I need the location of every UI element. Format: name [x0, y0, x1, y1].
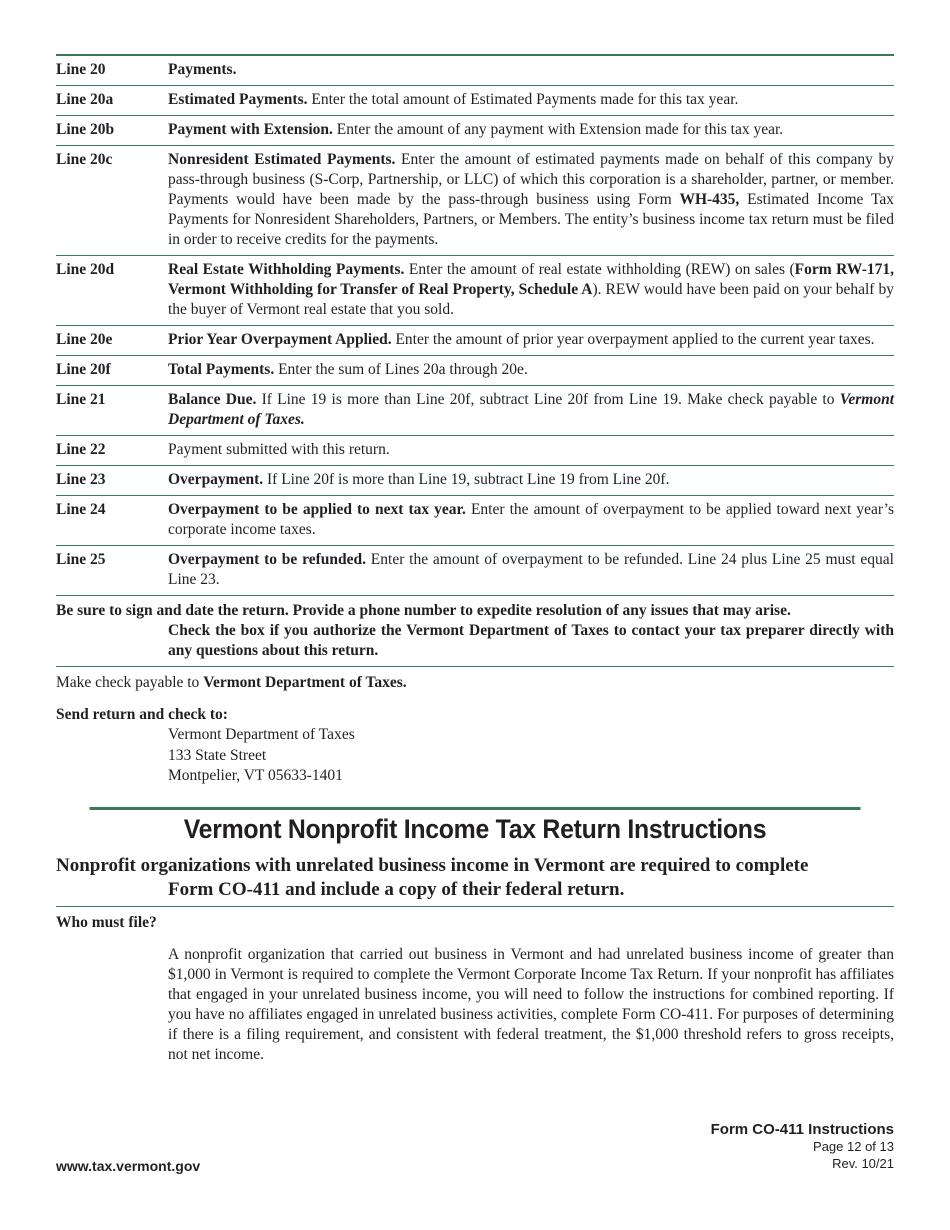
address-line: Vermont Department of Taxes — [168, 726, 355, 743]
website-link[interactable]: www.tax.vermont.gov — [56, 1158, 201, 1174]
payable-note — [56, 667, 894, 699]
line-text: Enter the sum of Lines 20a through 20e. — [274, 361, 528, 378]
line-text: Enter the amount of real estate withholding (REW) on sales ( — [404, 261, 795, 278]
line-20f-row — [56, 356, 894, 386]
line-label: Line 22 — [56, 441, 106, 458]
line-label: Line 20f — [56, 361, 111, 378]
line-25-row — [56, 546, 894, 596]
line-heading: Total Payments. — [168, 361, 275, 378]
line-text: Enter the amount of overpayment to be refunded. Line 24 plus Line 25 must equal Line 23. — [168, 551, 894, 588]
send-heading — [56, 699, 894, 725]
line-label: Line 20c — [56, 151, 113, 168]
line-label: Line 20e — [56, 331, 113, 348]
line-text: Enter the amount of any payment with Extension made for this tax year. — [332, 121, 784, 138]
line-20e-row — [56, 326, 894, 356]
address-line: Montpelier, VT 05633-1401 — [168, 767, 343, 784]
line-heading: Payments. — [168, 61, 237, 78]
line-label: Line 20 — [56, 61, 106, 78]
sign-line-2: Check the box if you authorize the Vermont Department of Taxes to contact your tax preparer directly with any questions about this return. — [168, 622, 894, 659]
line-20c-row — [56, 146, 894, 256]
send-heading-text: Send return and check to: — [56, 706, 228, 723]
payee-name: Vermont Department of Taxes. — [168, 391, 895, 428]
line-text: Payment submitted with this return. — [168, 441, 390, 458]
line-label: Line 21 — [56, 391, 106, 408]
subtitle-line-2: Form CO-411 and include a copy of their federal return. — [168, 878, 625, 900]
line-heading: Overpayment. — [168, 471, 264, 488]
line-23-row — [56, 466, 894, 496]
line-heading: Payment with Extension. — [168, 121, 333, 138]
instructions-page — [56, 54, 894, 1065]
payable-text: Make check payable to — [56, 674, 204, 691]
sign-line-1: Be sure to sign and date the return. Provide a phone number to expedite resolution of any issues that may arise. — [56, 602, 791, 619]
line-label: Line 24 — [56, 501, 106, 518]
line-text: If Line 20f is more than Line 19, subtract Line 19 from Line 20f. — [263, 471, 670, 488]
payable-name: Vermont Department of Taxes. — [203, 674, 407, 691]
line-heading: Overpayment to be applied to next tax year. — [168, 501, 466, 518]
mailing-address — [56, 725, 894, 787]
line-heading: Balance Due. — [168, 391, 257, 408]
line-label: Line 20a — [56, 91, 114, 108]
line-text: Enter the total amount of Estimated Payments made for this tax year. — [307, 91, 739, 108]
revision-date: Rev. 10/21 — [832, 1156, 894, 1171]
line-text: If Line 19 is more than Line 20f, subtract Line 20f from Line 19. Make check payable to — [256, 391, 840, 408]
line-heading: Nonresident Estimated Payments. — [168, 151, 396, 168]
line-21-row — [56, 386, 894, 436]
line-22-row — [56, 436, 894, 466]
form-reference: Form RW-171, Vermont Withholding for Transfer of Real Property, Schedule A — [168, 261, 894, 298]
footer-info — [711, 1121, 894, 1172]
section-title: Vermont Nonprofit Income Tax Return Instructions — [90, 807, 861, 848]
line-24-row — [56, 496, 894, 546]
line-20b-row — [56, 116, 894, 146]
line-heading: Prior Year Overpayment Applied. — [168, 331, 392, 348]
address-line: 133 State Street — [168, 746, 267, 764]
line-heading: Overpayment to be refunded. — [168, 551, 366, 568]
form-reference: WH-435, — [679, 191, 740, 208]
line-label: Line 25 — [56, 551, 106, 568]
line-20-row — [56, 56, 894, 86]
form-name: Form CO-411 Instructions — [710, 1121, 894, 1138]
who-must-file-paragraph: A nonprofit organization that carried out business in Vermont and had unrelated business income of greater than $1,000 in Vermont is required to complete the Vermont Corporate Income Tax Return. If your nonprofit has affiliates that engaged in your unrelated business income, you will need to follow the instructions for combined reporting. If you have no affiliates engaged in unrelated business activities, complete Form CO-411. For purposes of determining if there is a filing requirement, and consistent with federal treatment, the $1,000 threshold refers to gross receipts, not net income. — [168, 945, 894, 1063]
line-text: Enter the amount of estimated payments made on behalf of this company by pass-through business (S-Corp, Partnership, or LLC) of which this corporation is a shareholder, partner, or member. Payments would have been made by the pass-through business using Form — [168, 151, 894, 208]
line-heading: Estimated Payments. — [168, 91, 308, 108]
line-text-cont: ). REW would have been paid on your behalf by the buyer of Vermont real estate that you sold. — [168, 281, 894, 318]
line-20a-row — [56, 86, 894, 116]
line-text: Enter the amount of prior year overpayment applied to the current year taxes. — [391, 331, 875, 348]
subtitle-line-1: Nonprofit organizations with unrelated business income in Vermont are required to complete — [56, 854, 809, 876]
who-must-file-heading: Who must file? — [56, 913, 157, 931]
page-number: Page 12 of 13 — [813, 1139, 894, 1154]
line-20d-row — [56, 256, 894, 326]
sign-instructions — [56, 596, 894, 667]
section-subtitle — [56, 848, 894, 907]
line-label: Line 23 — [56, 471, 106, 488]
line-label: Line 20b — [56, 121, 115, 138]
line-heading: Real Estate Withholding Payments. — [168, 261, 405, 278]
line-label: Line 20d — [56, 261, 115, 278]
line-text-cont: Estimated Income Tax Payments for Nonresident Shareholders, Partners, or Members. The entity’s business income tax return must be filed in order to receive credits for the payments. — [168, 191, 895, 248]
line-text: Enter the amount of overpayment to be applied toward next year’s corporate income taxes. — [168, 501, 894, 538]
